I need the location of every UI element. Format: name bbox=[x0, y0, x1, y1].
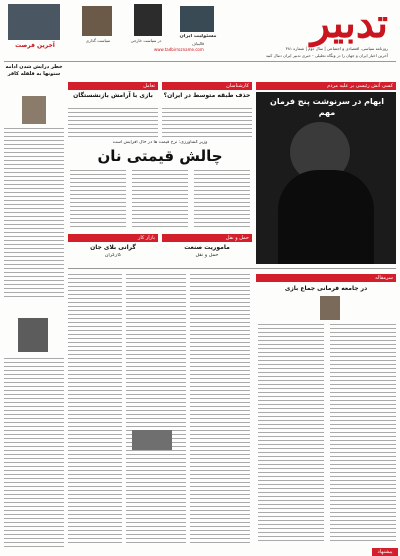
far-left-text-2 bbox=[4, 358, 64, 548]
col-mid-low-kicker: حمل و نقل bbox=[162, 234, 252, 242]
far-left-text-1 bbox=[4, 128, 64, 298]
col-left-top-headline[interactable]: بازی با آرامش بازنشستگان bbox=[73, 92, 153, 99]
col-left-top-kicker: تعامل bbox=[68, 82, 158, 90]
lower-col-3 bbox=[68, 274, 122, 544]
bottom-right-title[interactable]: در جامعه فرمانی جماع بازی bbox=[284, 285, 368, 292]
col-mid-top-text bbox=[162, 108, 252, 138]
footer-badge[interactable]: پیشنهاد bbox=[372, 548, 398, 556]
teaser-2-title: در سیاست خارجی bbox=[130, 38, 162, 43]
bottom-right-text-2 bbox=[258, 324, 324, 544]
col-mid-top-headline[interactable]: حذف طبقه متوسط در ایران؟ bbox=[163, 92, 251, 99]
teaser-1-sub: قالیباف bbox=[191, 41, 205, 46]
far-left-title[interactable]: خطر درایش شدن ادامه ستونها به فلفله کافر bbox=[5, 64, 63, 77]
col-mid-low-sub: حمل و نقل bbox=[195, 253, 219, 258]
masthead-info-line: روزنامه سیاسی، اقتصادی و اجتماعی | سال دوم | شماره ۳۸۱ bbox=[285, 46, 388, 51]
lower-col-1 bbox=[190, 274, 250, 544]
col-mid-top-kicker: کارشناسان bbox=[162, 82, 252, 90]
masthead-logo: تدبیر bbox=[310, 0, 388, 47]
far-left-photo-2 bbox=[18, 318, 48, 352]
teaser-photo-4 bbox=[8, 4, 60, 40]
bottom-right-text-1 bbox=[330, 324, 396, 544]
lower-inline-photo bbox=[132, 430, 172, 450]
main-story-kicker: وزیر کشاورزی: نرخ قیمت ها در حال افزایش است bbox=[112, 140, 208, 145]
main-story-col-2 bbox=[132, 170, 188, 230]
teaser-3-title: سیاست گذاری bbox=[85, 38, 111, 43]
bottom-right-author-photo bbox=[320, 296, 340, 320]
teaser-photo-1 bbox=[180, 6, 214, 32]
main-story-headline[interactable]: چالش قیمتی نان bbox=[97, 147, 223, 165]
teaser-photo-2 bbox=[134, 4, 162, 36]
lower-col-2 bbox=[126, 274, 186, 544]
masthead-tagline: آخرین اخبار ایران و جهان را در وبگاه تحلیلی - خبری تدبیر ایران دنبال کنید bbox=[265, 53, 388, 58]
col-left-low-kicker: بازار کار bbox=[68, 234, 158, 242]
lower-divider bbox=[68, 268, 396, 269]
teaser-1-title: مسئولیت ایران bbox=[179, 34, 217, 39]
teaser-photo-3 bbox=[82, 6, 112, 36]
lead-kicker: کسی آتش رئیسی بر علیه مردم bbox=[256, 82, 396, 90]
teaser-4-title: آخرین فرصت bbox=[15, 42, 55, 49]
far-left-author-photo bbox=[22, 96, 46, 124]
lead-headline[interactable]: ابهام در سرنوشت پنج فرمان مهم bbox=[270, 97, 384, 117]
col-left-low-headline[interactable]: گرانی بلای جان bbox=[90, 244, 136, 251]
masthead-divider bbox=[4, 61, 396, 62]
main-story-col-3 bbox=[70, 170, 126, 230]
col-mid-low-headline[interactable]: ماموریت صنعت bbox=[184, 244, 230, 251]
masthead-website[interactable]: www.tadbirrozname.com bbox=[154, 47, 204, 52]
main-story-col-1 bbox=[194, 170, 250, 230]
col-left-top-text bbox=[68, 108, 158, 138]
col-left-low-sub: کارگران bbox=[104, 253, 122, 258]
bottom-right-kicker: سرمقاله bbox=[256, 274, 396, 282]
